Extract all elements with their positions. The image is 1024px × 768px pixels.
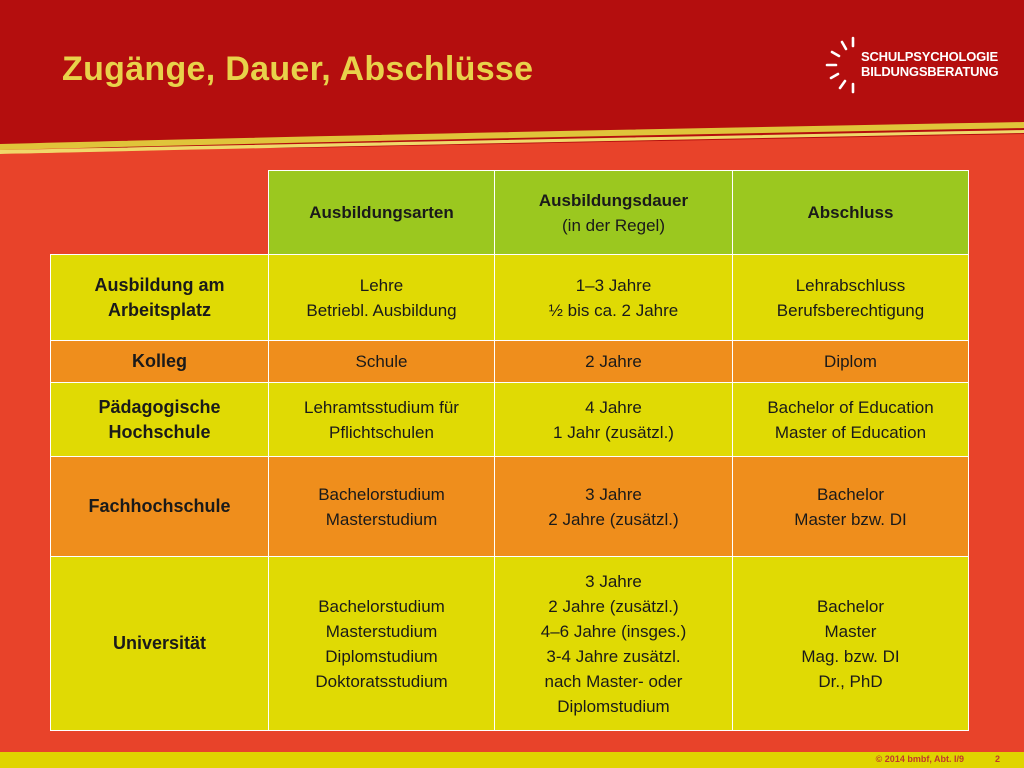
cell-text-line: Bachelorstudium — [318, 484, 445, 504]
abschluss-cell — [733, 383, 969, 457]
table-corner-cell — [51, 171, 269, 255]
cell-text-line: Lehre — [359, 275, 404, 295]
table-row — [51, 255, 969, 341]
cell-text-line: Masterstudium — [325, 509, 438, 529]
row-label-cell — [51, 255, 269, 341]
cell-text-line: Master of Education — [774, 422, 927, 442]
cell-text-line: 4 Jahre — [585, 397, 642, 417]
cell-text-line: Master — [824, 621, 877, 641]
cell-text-line: Doktoratsstudium — [315, 671, 448, 691]
footer-band — [0, 752, 1024, 768]
cell-text-line: Lehrabschluss — [795, 275, 906, 295]
cell-text-line: Hochschule — [108, 421, 211, 442]
abschluss-cell — [733, 557, 969, 731]
cell-text-line: Pädagogische — [98, 396, 221, 417]
logo-line-2: BILDUNGSBERATUNG — [861, 64, 999, 79]
cell-text-line: 2 Jahre (zusätzl.) — [548, 596, 679, 616]
cell-text-line: ½ bis ca. 2 Jahre — [548, 300, 679, 320]
row-label-cell — [51, 557, 269, 731]
column-header-note: (in der Regel) — [562, 215, 665, 235]
abschluss-cell — [733, 341, 969, 383]
dauer-cell — [495, 255, 733, 341]
page-title: Zugänge, Dauer, Abschlüsse — [62, 50, 534, 88]
cell-text-line: Mag. bzw. DI — [801, 646, 900, 666]
decorative-swoosh — [0, 118, 1024, 168]
cell-text-line: 1–3 Jahre — [575, 275, 652, 295]
table-row — [51, 341, 969, 383]
dauer-cell — [495, 457, 733, 557]
column-header — [495, 171, 733, 255]
logo-wordmark — [861, 49, 998, 79]
column-header-label: Ausbildungsdauer — [538, 190, 689, 210]
cell-text-line: Universität — [112, 633, 207, 653]
cell-text-line: 3 Jahre — [585, 484, 642, 504]
cell-text-line: 3-4 Jahre zusätzl. — [546, 646, 681, 666]
table-row — [51, 457, 969, 557]
cell-text-line: Bachelor — [816, 596, 885, 616]
cell-text-line: nach Master- oder — [544, 671, 683, 691]
cell-text-line: Schule — [355, 352, 408, 371]
cell-text-line: Masterstudium — [325, 621, 438, 641]
row-label-cell — [51, 457, 269, 557]
cell-text-line: Arbeitsplatz — [107, 299, 212, 320]
cell-text-line: Fachhochschule — [88, 496, 231, 516]
cell-text-line: Bachelor of Education — [767, 397, 934, 417]
column-header-label: Abschluss — [807, 203, 894, 222]
row-label-cell — [51, 383, 269, 457]
cell-text-line: Master bzw. DI — [794, 509, 907, 529]
table-row — [51, 383, 969, 457]
dauer-cell — [495, 557, 733, 731]
abschluss-cell — [733, 255, 969, 341]
cell-text-line: Diplom — [824, 352, 877, 371]
cell-text-line: Betriebl. Ausbildung — [306, 300, 457, 320]
ausbildungsart-cell — [269, 341, 495, 383]
dauer-cell — [495, 383, 733, 457]
cell-text-line: 4–6 Jahre (insges.) — [540, 621, 687, 641]
ausbildungsart-cell — [269, 457, 495, 557]
cell-text-line: Diplomstudium — [325, 646, 438, 666]
cell-text-line: 3 Jahre — [585, 571, 642, 591]
cell-text-line: 1 Jahr (zusätzl.) — [553, 422, 674, 442]
cell-text-line: Berufsberechtigung — [776, 300, 925, 320]
cell-text-line: Ausbildung am — [94, 274, 225, 295]
education-table — [50, 170, 969, 731]
cell-text-line: Lehramtsstudium für — [304, 397, 459, 417]
table-row — [51, 557, 969, 731]
cell-text-line: Bachelor — [816, 484, 885, 504]
cell-text-line: Diplomstudium — [557, 696, 670, 716]
row-label-cell — [51, 341, 269, 383]
logo-line-1: SCHULPSYCHOLOGIE — [861, 49, 998, 64]
column-header — [733, 171, 969, 255]
page-number: 2 — [994, 754, 1000, 764]
cell-text-line: 2 Jahre (zusätzl.) — [548, 509, 679, 529]
ausbildungsart-cell — [269, 557, 495, 731]
cell-text-line: Pflichtschulen — [329, 422, 434, 442]
ausbildungsart-cell — [269, 383, 495, 457]
cell-text-line: 2 Jahre — [585, 352, 642, 371]
column-header-label: Ausbildungsarten — [309, 203, 454, 222]
abschluss-cell — [733, 457, 969, 557]
cell-text-line: Dr., PhD — [818, 671, 883, 691]
cell-text-line: Bachelorstudium — [318, 596, 445, 616]
copyright-text: © 2014 bmbf, Abt. I/9 — [875, 754, 964, 764]
ausbildungsart-cell — [269, 255, 495, 341]
cell-text-line: Kolleg — [131, 351, 187, 371]
table-header-row — [51, 171, 969, 255]
dauer-cell — [495, 341, 733, 383]
column-header — [269, 171, 495, 255]
